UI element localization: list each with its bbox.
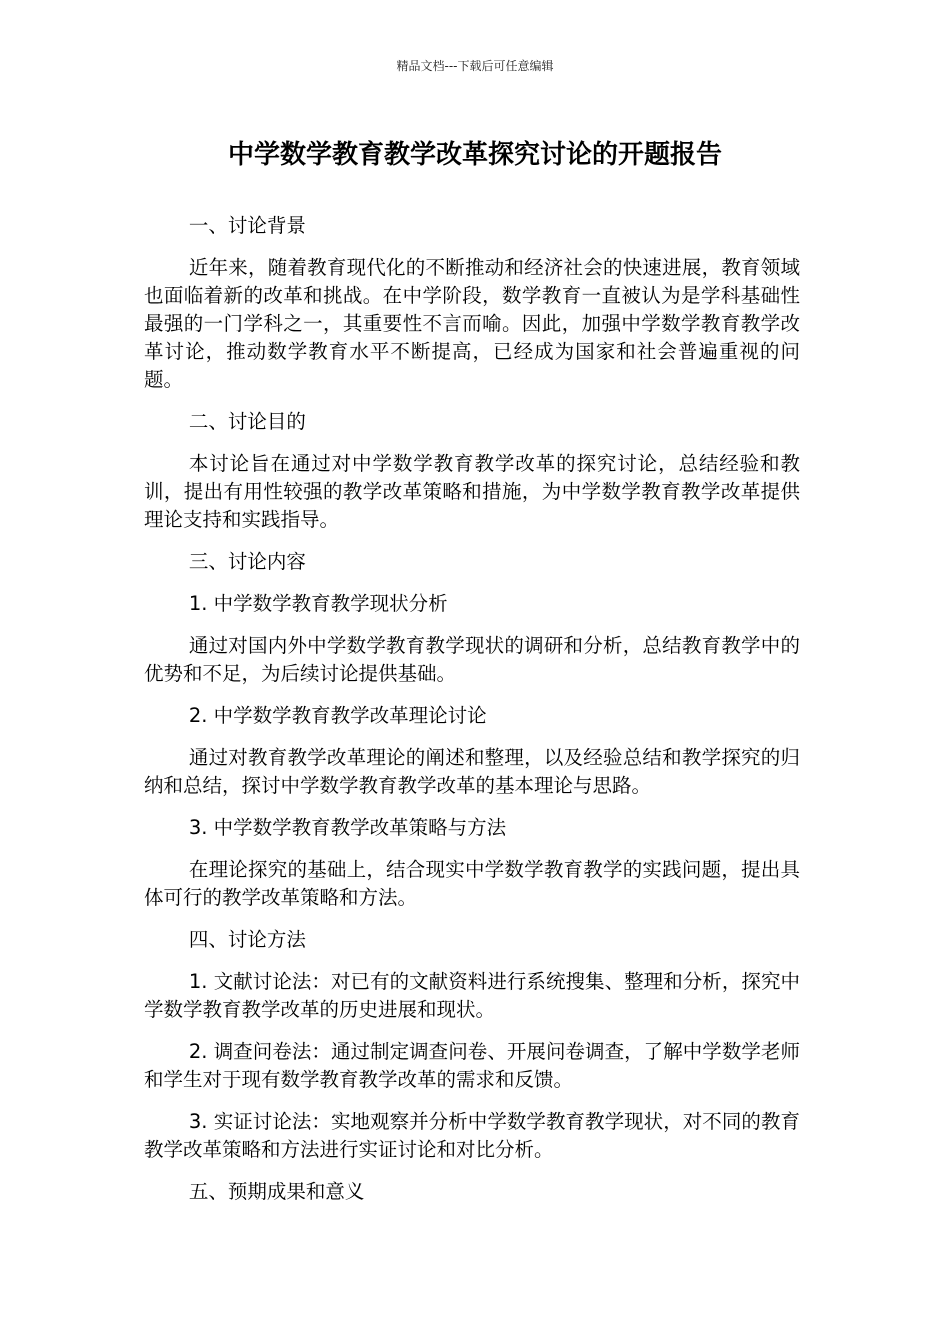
document-title: 中学数学教育教学改革探究讨论的开题报告 (227, 140, 722, 170)
section-heading-methods: 四、讨论方法 (188, 928, 306, 951)
paragraph-content-2: 通过对教育教学改革理论的阐述和整理，以及经验总结和教学探究的归纳和总结，探讨中学数学教育教学改革的基本理论与思路。 (144, 746, 800, 797)
section-heading-content: 三、讨论内容 (188, 550, 306, 573)
paragraph-method-1: 1. 文献讨论法：对已有的文献资料进行系统搜集、整理和分析，探究中学数学教育教学改革的历史进展和现状。 (144, 970, 800, 1021)
paragraph-method-2: 2. 调查问卷法：通过制定调查问卷、开展问卷调查，了解中学数学老师和学生对于现有数学教育教学改革的需求和反馈。 (144, 1040, 800, 1091)
paragraph-content-1: 通过对国内外中学数学教育教学现状的调研和分析，总结教育教学中的优势和不足，为后续讨论提供基础。 (144, 634, 800, 685)
paragraph-content-3: 在理论探究的基础上，结合现实中学数学教育教学的实践问题，提出具体可行的教学改革策略和方法。 (144, 858, 800, 909)
subheading-content-1: 1. 中学数学教育教学现状分析 (188, 592, 448, 615)
paragraph-method-3: 3. 实证讨论法：实地观察并分析中学数学教育教学现状，对不同的教育教学改革策略和方法进行实证讨论和对比分析。 (144, 1110, 800, 1161)
section-heading-outcomes: 五、预期成果和意义 (188, 1180, 365, 1203)
section-heading-background: 一、讨论背景 (188, 214, 306, 237)
paragraph-purpose: 本讨论旨在通过对中学数学教育教学改革的探究讨论，总结经验和教训，提出有用性较强的教学改革策略和措施，为中学数学教育教学改革提供理论支持和实践指导。 (144, 452, 800, 531)
paragraph-background: 近年来，随着教育现代化的不断推动和经济社会的快速进展，教育领域也面临着新的改革和挑战。在中学阶段，数学教育一直被认为是学科基础性最强的一门学科之一，其重要性不言而喻。因此，加强中学数学教育教学改革讨论，推动数学教育水平不断提高，已经成为国家和社会普遍重视的问题。 (144, 256, 800, 391)
subheading-content-2: 2. 中学数学教育教学改革理论讨论 (188, 704, 487, 727)
document-body (144, 212, 800, 1220)
subheading-content-3: 3. 中学数学教育教学改革策略与方法 (188, 816, 507, 839)
page-header-watermark: 精品文档---下载后可任意编辑 (396, 59, 554, 73)
section-heading-purpose: 二、讨论目的 (188, 410, 306, 433)
